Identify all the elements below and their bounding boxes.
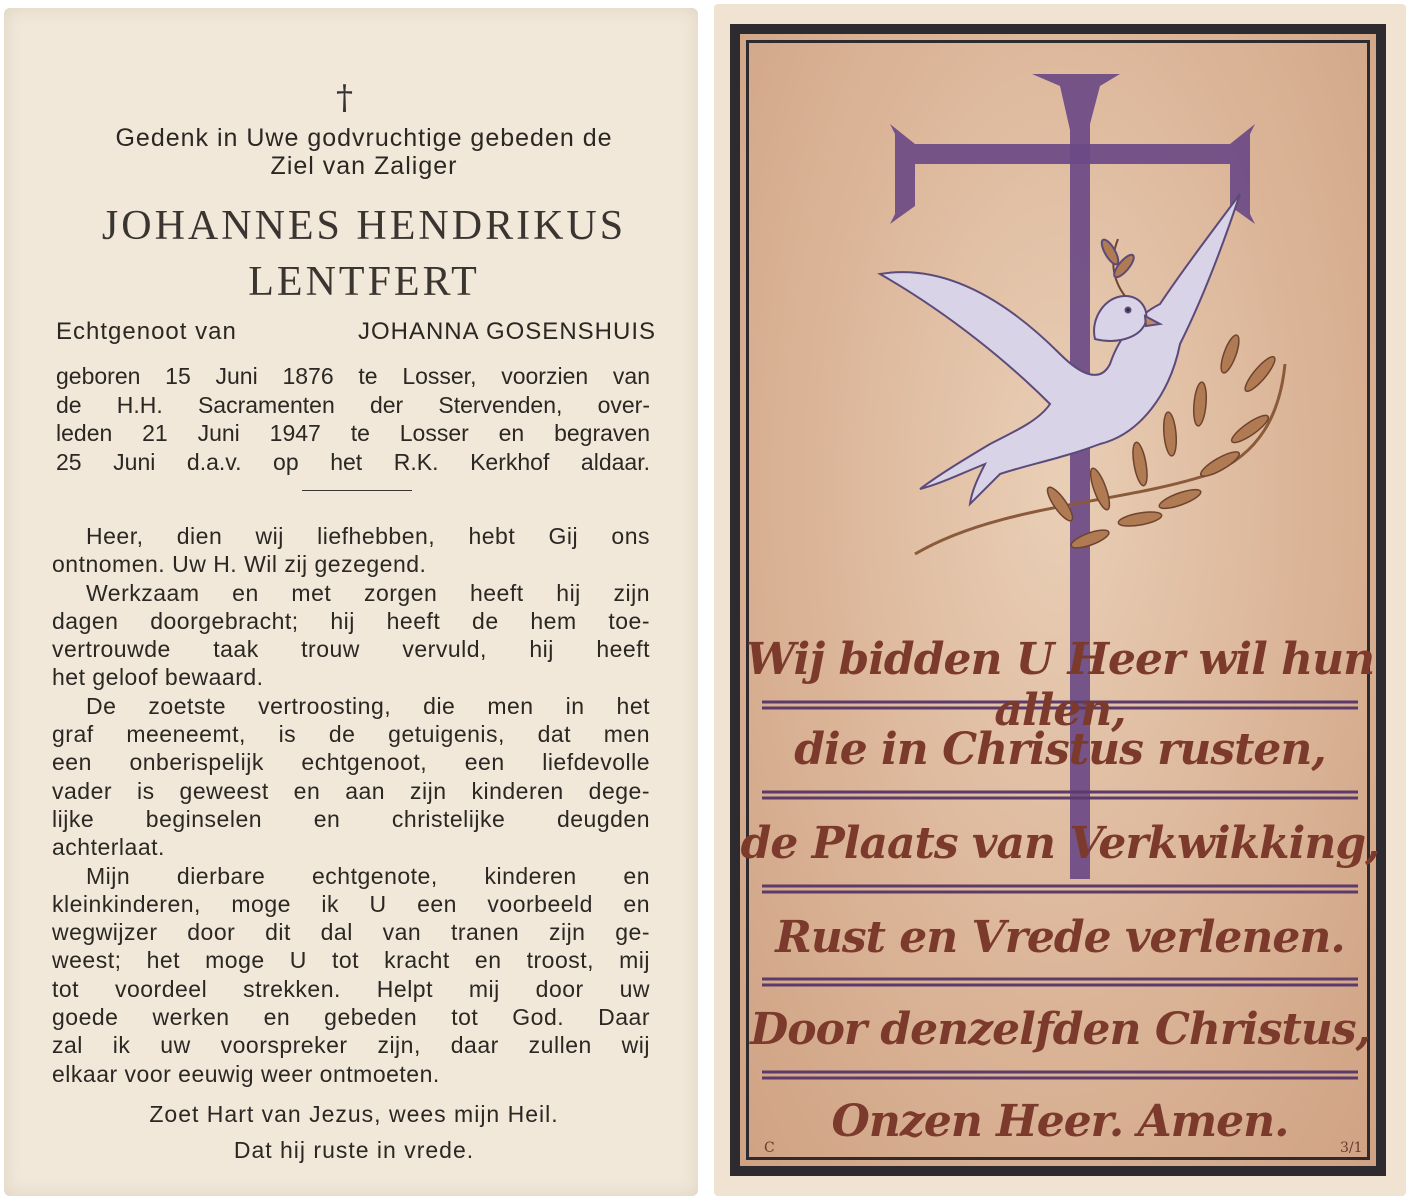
body-line: weest; het moge U tot kracht en troost, mij xyxy=(52,947,650,974)
farewell-text xyxy=(52,522,650,1088)
body-line: zal ik uw voorspreker zijn, daar zullen wij xyxy=(52,1032,650,1059)
spouse-name: JOHANNA GOSENSHUIS xyxy=(357,318,656,345)
corner-mark-left: C xyxy=(764,1140,775,1156)
memorial-card-text-side xyxy=(4,8,698,1196)
divider xyxy=(302,490,412,491)
cross-dove-illustration xyxy=(740,34,1376,1166)
closing-line: Dat hij ruste in vrede. xyxy=(233,1137,475,1163)
fact-line: geboren 15 Juni 1876 te Losser, voorzien van xyxy=(56,363,650,389)
body-line: vader is geweest en aan zijn kinderen dege- xyxy=(52,777,650,804)
body-line: kleinkinderen, moge ik U een voorbeeld en xyxy=(52,890,650,917)
body-line: wegwijzer door dit dal van tranen zijn ge- xyxy=(52,919,650,946)
black-border-frame xyxy=(730,24,1386,1176)
life-facts xyxy=(56,362,650,476)
fact-line: 25 Juni d.a.v. op het R.K. Kerkhof aldaar. xyxy=(56,448,650,475)
intro-line: Gedenk in Uwe godvruchtige gebeden de xyxy=(115,124,613,152)
body-line: De zoetste vertroosting, die men in het xyxy=(86,692,650,719)
body-line: goede werken en gebeden tot God. Daar xyxy=(52,1004,650,1031)
body-line: achterlaat. xyxy=(52,834,165,861)
body-line: het geloof bewaard. xyxy=(52,664,264,691)
spouse-line xyxy=(56,318,656,346)
body-line: dagen doorgebracht; hij heeft de hem toe- xyxy=(52,607,650,634)
body-line: Mijn dierbare echtgenote, kinderen en xyxy=(86,862,650,889)
body-line: vertrouwde taak trouw vervuld, hij heeft xyxy=(52,636,650,663)
fact-line: de H.H. Sacramenten der Stervenden, over- xyxy=(56,391,650,418)
body-line: ontnomen. Uw H. Wil zij gezegend. xyxy=(52,551,427,578)
prayer-line: die in Christus rusten, xyxy=(794,724,1326,775)
name-line: LENTFERT xyxy=(248,259,480,305)
body-line: Werkzaam en met zorgen heeft hij zijn xyxy=(86,579,650,606)
prayer-line: de Plaats van Verkwikking, xyxy=(740,818,1380,869)
fact-line: leden 21 Juni 1947 te Losser en begraven xyxy=(56,420,650,446)
closing-text xyxy=(44,1096,664,1168)
intro-text xyxy=(44,124,684,180)
corner-mark-right: 3/1 xyxy=(1340,1140,1363,1156)
memorial-card-image-side xyxy=(714,4,1406,1196)
prayer-line: Rust en Vrede verlenen. xyxy=(775,912,1345,963)
prayer-line: Wij bidden U Heer wil hun allen, xyxy=(745,634,1375,736)
body-line: Heer, dien wij liefhebben, hebt Gij ons xyxy=(86,523,650,549)
body-line: elkaar voor eeuwig weer ontmoeten. xyxy=(52,1060,440,1087)
prayer-line: Onzen Heer. Amen. xyxy=(831,1096,1289,1147)
deceased-name xyxy=(44,198,684,310)
closing-line: Zoet Hart van Jezus, wees mijn Heil. xyxy=(149,1101,559,1127)
body-line: lijke beginselen en christelijke deugden xyxy=(52,805,650,832)
prayer-line: Door denzelfden Christus, xyxy=(750,1004,1370,1055)
name-line: JOHANNES HENDRIKUS xyxy=(101,203,627,249)
cross-icon: † xyxy=(336,78,353,118)
body-line: een onberispelijk echtgenoot, een liefdevolle xyxy=(52,749,650,776)
body-line: graf meeneemt, is de getuigenis, dat men xyxy=(52,721,650,748)
body-line: tot voordeel strekken. Helpt mij door uw xyxy=(52,975,650,1002)
spouse-label: Echtgenoot van xyxy=(56,318,237,345)
intro-line: Ziel van Zaliger xyxy=(270,152,458,180)
dove-icon xyxy=(880,194,1240,504)
